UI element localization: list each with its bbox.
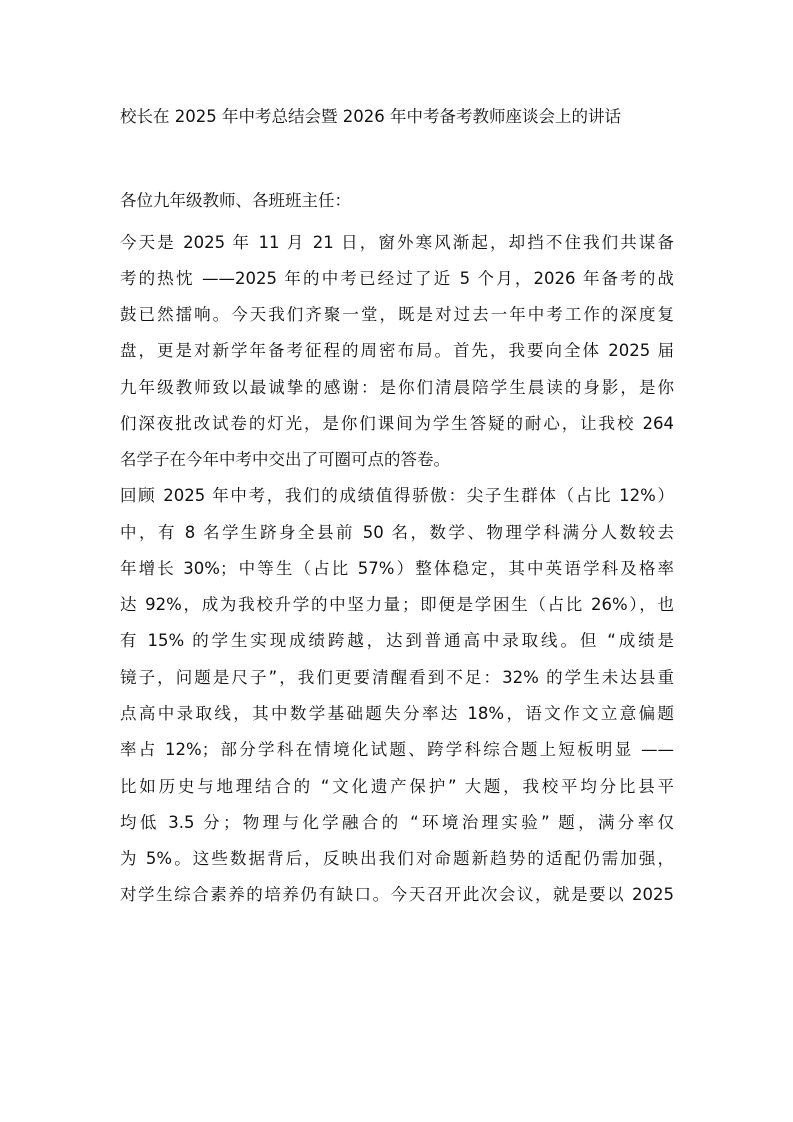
- paragraph-line: 九年级教师致以最诚挚的感谢：是你们清晨陪学生晨读的身影，是你: [120, 378, 674, 397]
- speech-title: 校长在 2025 年中考总结会暨 2026 年中考备考教师座谈会上的讲话: [120, 107, 621, 126]
- paragraph-line: 达 92%，成为我校升学的中坚力量；即便是学困生（占比 26%），也: [120, 595, 674, 614]
- paragraph-line: 镜子，问题是尺子”，我们更要清醒看到不足：32% 的学生未达县重: [120, 668, 674, 687]
- paragraph-line: 为 5%。这些数据背后，反映出我们对命题新趋势的适配仍需加强，: [120, 849, 674, 868]
- paragraph-line: 盘，更是对新学年备考征程的周密布局。首先，我要向全体 2025 届: [120, 341, 674, 360]
- paragraph-line: 回顾 2025 年中考，我们的成绩值得骄傲：尖子生群体（占比 12%）: [120, 486, 674, 505]
- paragraph-line: 比如历史与地理结合的 “文化遗产保护” 大题，我校平均分比县平: [120, 777, 674, 796]
- paragraph-line: 均低 3.5 分；物理与化学融合的 “环境治理实验” 题，满分率仅: [120, 813, 674, 832]
- paragraph-line: 年增长 30%；中等生（占比 57%）整体稳定，其中英语学科及格率: [120, 559, 674, 578]
- paragraph-line: 们深夜批改试卷的灯光，是你们课间为学生答疑的耐心，让我校 264: [120, 414, 674, 433]
- paragraph-line: 考的热忱 ——2025 年的中考已经过了近 5 个月，2026 年备考的战: [120, 269, 674, 288]
- greeting-line: 各位九年级教师、各班班主任：: [120, 191, 351, 210]
- paragraph-line: 有 15% 的学生实现成绩跨越，达到普通高中录取线。但 “成绩是: [120, 631, 674, 650]
- paragraph-line: 鼓已然擂响。今天我们齐聚一堂，既是对过去一年中考工作的深度复: [120, 305, 674, 324]
- paragraph-line: 中，有 8 名学生跻身全县前 50 名，数学、物理学科满分人数较去: [120, 523, 674, 542]
- paragraph-line: 率占 12%；部分学科在情境化试题、跨学科综合题上短板明显 ——: [120, 740, 674, 759]
- paragraph-line: 点高中录取线，其中数学基础题失分率达 18%，语文作文立意偏题: [120, 704, 674, 723]
- paragraph-line: 名学子在今年中考中交出了可圈可点的答卷。: [120, 450, 450, 469]
- paragraph-line: 今天是 2025 年 11 月 21 日，窗外寒风渐起，却挡不住我们共谋备: [120, 233, 674, 252]
- paragraph-line: 对学生综合素养的培养仍有缺口。今天召开此次会议，就是要以 2025: [120, 885, 674, 904]
